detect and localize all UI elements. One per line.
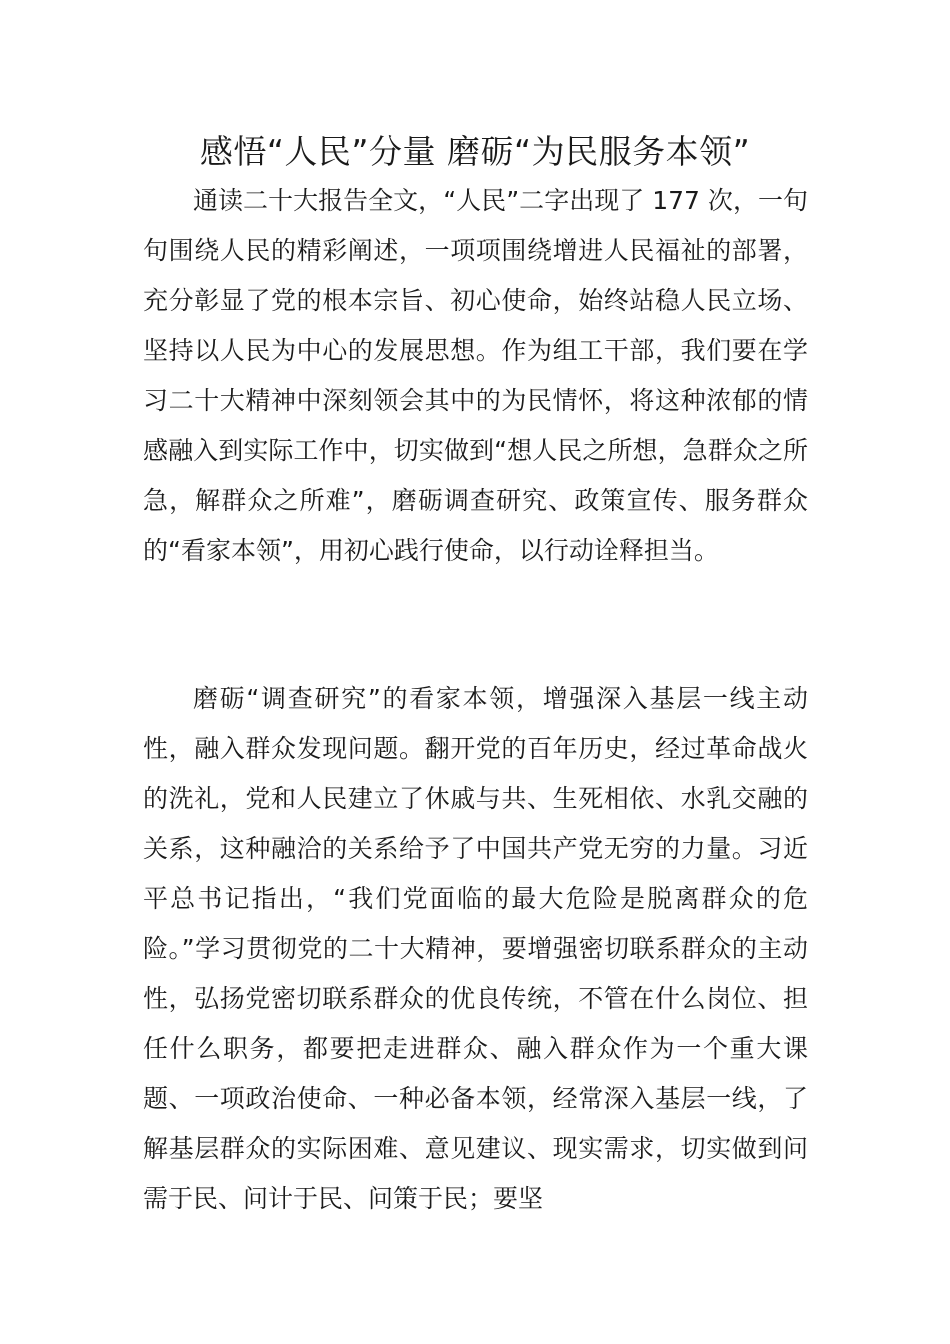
paragraph-intro: 通读二十大报告全文，“人民”二字出现了 177 次，一句句围绕人民的精彩阐述，一项项围绕增进人民福祉的部署，充分彰显了党的根本宗旨、初心使命，始终站稳人民立场、坚持以人民为中心的发展思想。作为组工干部，我们要在学习二十大精神中深刻领会其中的为民情怀，将这种浓郁的情感融入到实际工作中，切实做到“想人民之所想，急群众之所急，解群众之所难”，磨砺调查研究、政策宣传、服务群众的“看家本领”，用初心践行使命，以行动诠释担当。 [143,186,808,565]
document-title: 感悟“人民”分量 磨砺“为民服务本领” [199,132,751,171]
paragraph-research: 磨砺“调查研究”的看家本领，增强深入基层一线主动性，融入群众发现问题。翻开党的百年历史，经过革命战火的洗礼，党和人民建立了休戚与共、生死相依、水乳交融的关系，这种融洽的关系给予了中国共产党无穷的力量。习近平总书记指出，“我们党面临的最大危险是脱离群众的危险。”学习贯彻党的二十大精神，要增强密切联系群众的主动性，弘扬党密切联系群众的优良传统，不管在什么岗位、担任什么职务，都要把走进群众、融入群众作为一个重大课题、一项政治使命、一种必备本领，经常深入基层一线，了解基层群众的实际困难、意见建议、现实需求，切实做到问需于民、问计于民、问策于民；要坚 [143,684,808,1213]
